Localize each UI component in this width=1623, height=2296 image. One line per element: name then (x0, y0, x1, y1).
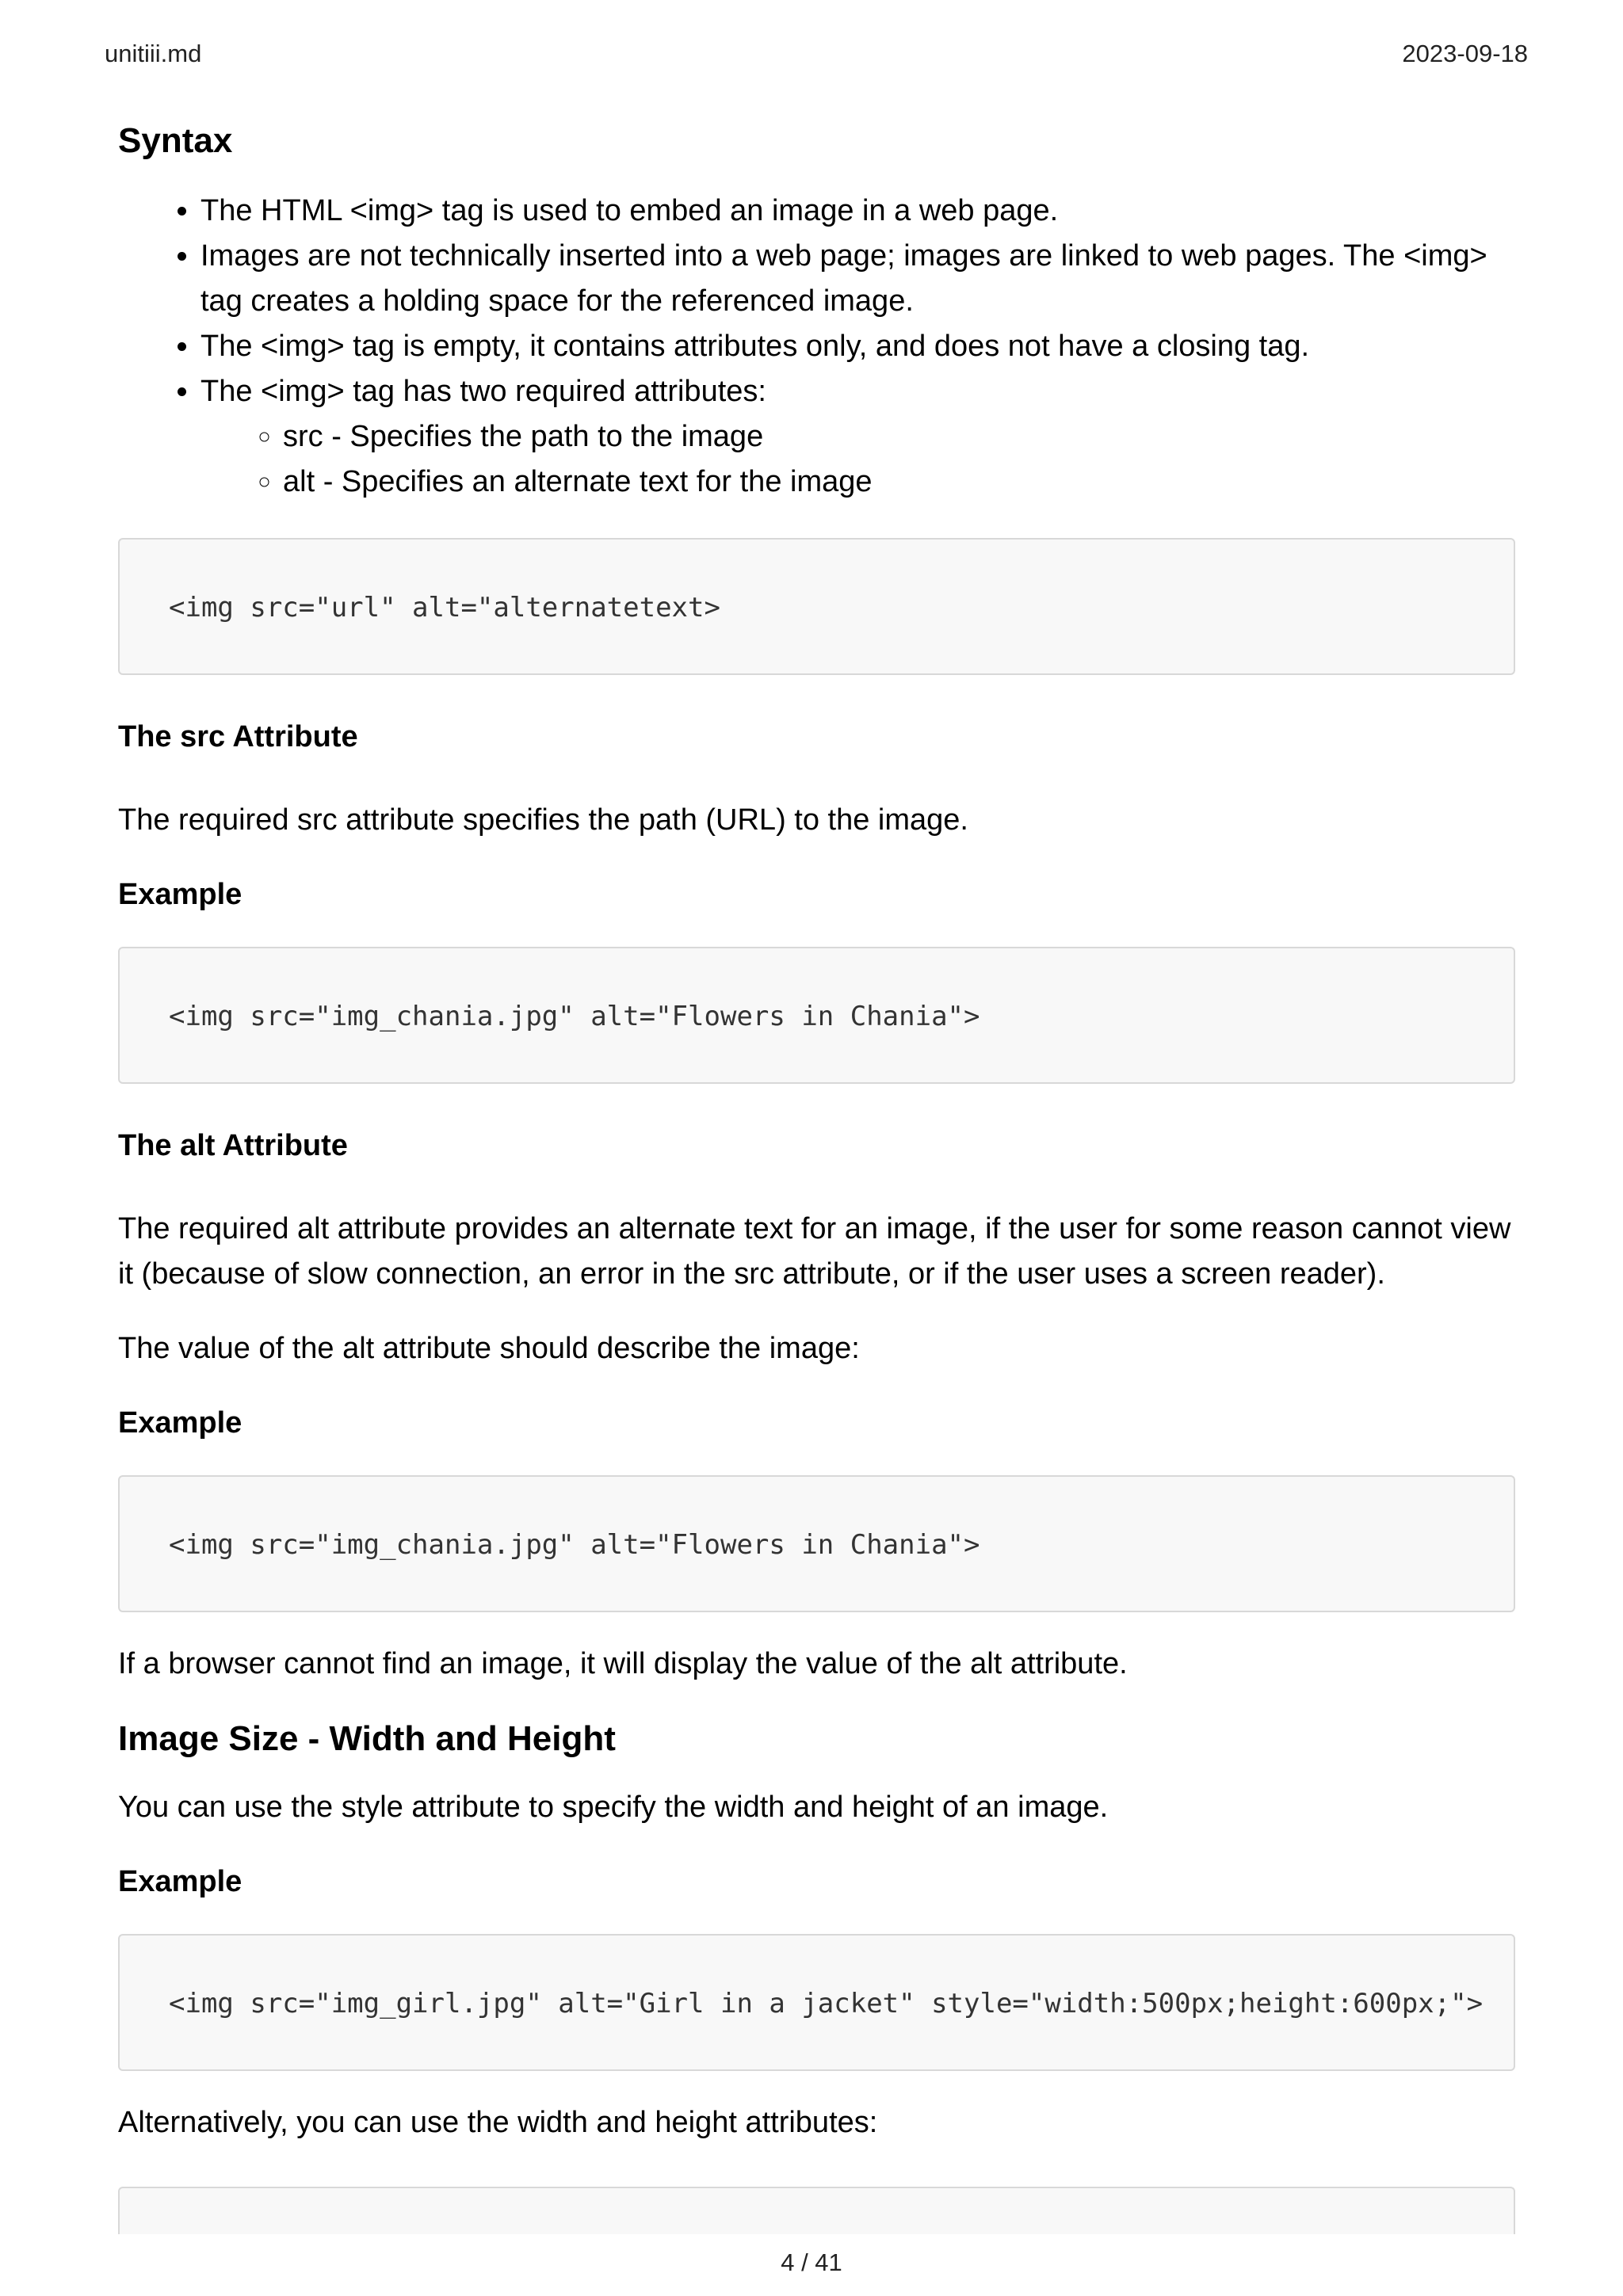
image-size-paragraph: You can use the style attribute to specify the width and height of an image. (118, 1791, 1109, 1824)
image-size-example-label: Example (118, 1865, 242, 1898)
syntax-bullet (200, 234, 1515, 324)
src-attribute-heading: The src Attribute (118, 720, 358, 753)
src-example-label: Example (118, 878, 242, 911)
document-content (118, 111, 1515, 2145)
syntax-bullet-text: Images are not technically inserted into a web page; images are linked to web pages. The <img> tag creates a holding space for the referenced image. (200, 239, 1487, 318)
required-attributes-list (200, 414, 1515, 505)
alt-attribute-heading: The alt Attribute (118, 1129, 348, 1162)
required-attribute-item (283, 414, 1515, 460)
syntax-bullet-text: The <img> tag has two required attributes: (200, 375, 766, 408)
next-code-block-partial (118, 2187, 1515, 2234)
image-size-heading: Image Size - Width and Height (118, 1719, 616, 1758)
page-header (0, 0, 1623, 87)
alt-example-label: Example (118, 1406, 242, 1440)
header-filename: unitiii.md (105, 40, 202, 67)
header-date: 2023-09-18 (1402, 40, 1528, 67)
width-height-paragraph: Alternatively, you can use the width and height attributes: (118, 2106, 878, 2139)
src-attribute-paragraph: The required src attribute specifies the path (URL) to the image. (118, 803, 968, 837)
alt-attribute-paragraph: The required alt attribute provides an alternate text for an image, if the user for some reason cannot view it (because of slow connection, an error in the src attribute, or if the user uses a screen reader). (118, 1212, 1511, 1291)
image-size-code-block: <img src="img_girl.jpg" alt="Girl in a jacket" style="width:500px;height:600px;"> (118, 1934, 1515, 2071)
required-attribute-text: alt - Specifies an alternate text for the image (283, 465, 873, 498)
syntax-code-block: <img src="url" alt="alternatetext> (118, 538, 1515, 675)
syntax-bullet (200, 324, 1515, 369)
syntax-bullet (200, 189, 1515, 234)
page-number: 4 / 41 (781, 2248, 842, 2276)
required-attribute-text: src - Specifies the path to the image (283, 420, 764, 453)
required-attribute-item (283, 460, 1515, 505)
alt-example-code-block: <img src="img_chania.jpg" alt="Flowers in Chania"> (118, 1475, 1515, 1612)
syntax-bullet-list (118, 189, 1515, 505)
syntax-bullet-text: The <img> tag is empty, it contains attributes only, and does not have a closing tag. (200, 330, 1310, 363)
syntax-bullet (200, 369, 1515, 505)
syntax-bullet-text: The HTML <img> tag is used to embed an image in a web page. (200, 194, 1059, 227)
src-example-code-block: <img src="img_chania.jpg" alt="Flowers in Chania"> (118, 947, 1515, 1084)
syntax-heading: Syntax (118, 121, 233, 160)
page-footer (0, 2242, 1623, 2296)
alt-fallback-paragraph: If a browser cannot find an image, it will display the value of the alt attribute. (118, 1647, 1128, 1680)
alt-value-paragraph: The value of the alt attribute should describe the image: (118, 1332, 860, 1365)
